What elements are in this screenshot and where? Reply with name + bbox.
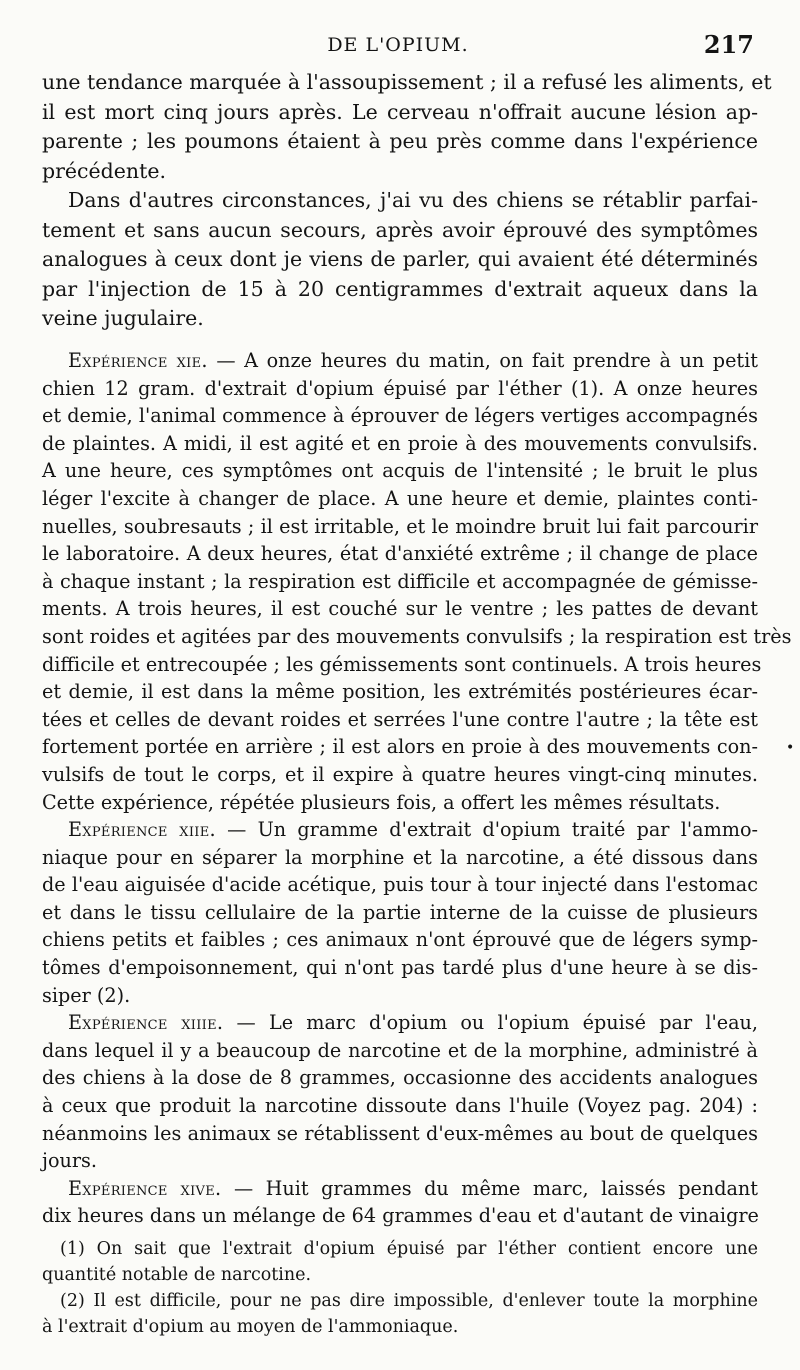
text-line: tées et celles de devant roides et serrées l'une contre l'autre ; la tête est (42, 707, 758, 731)
text-line: il est mort cinq jours après. Le cerveau n'offrait aucune lésion ap- (42, 99, 758, 124)
experience-12-first-line (42, 816, 758, 844)
text-line: à ceux que produit la narcotine dissoute dans l'huile (Voyez pag. 204) : (42, 1094, 758, 1118)
text-line: chiens petits et faibles ; ces animaux n'ont éprouvé que de légers symp- (42, 928, 758, 952)
main-text-large (42, 68, 772, 334)
text-line: le laboratoire. A deux heures, état d'anxiété extrême ; il change de place (42, 542, 758, 566)
text-line: Dans d'autres circonstances, j'ai vu des chiens se rétablir parfai- (68, 188, 758, 212)
text-line: et dans le tissu cellulaire de la partie interne de la cuisse de plusieurs (42, 900, 758, 924)
text-fragment: — Huit grammes du même marc, laissés pendant (221, 1176, 758, 1200)
text-line: de l'eau aiguisée d'acide acétique, puis tour à tour injecté dans l'estomac (42, 873, 758, 897)
text-line: difficile et entrecoupée ; les gémissements sont continuels. A trois heures (42, 652, 762, 676)
running-head: DE L'OPIUM. (327, 34, 469, 56)
text-line: précédente. (42, 158, 167, 183)
text-line: veine jugulaire. (42, 306, 204, 330)
text-line: des chiens à la dose de 8 grammes, occasionne des accidents analogues (42, 1066, 758, 1090)
text-line: vulsifs de tout le corps, et il expire à quatre heures vingt-cinq minutes. (42, 762, 758, 786)
text-fragment: — Un gramme d'extrait d'opium traité par l'ammo- (215, 818, 758, 842)
text-line: à chaque instant ; la respiration est difficile et accompagnée de gémisse- (42, 569, 758, 593)
text-fragment: — A onze heures du matin, on fait prendre à un petit (207, 349, 758, 372)
text-line: tômes d'empoisonnement, qui n'ont pas tardé plus d'une heure à se dis- (42, 956, 758, 980)
text-line: et demie, il est dans la même position, les extrémités postérieures écar- (42, 680, 758, 704)
text-line: jours. (42, 1149, 97, 1173)
main-text-small (42, 347, 792, 1230)
experience-label: Expérience xiie. (68, 818, 216, 842)
page-number: 217 (703, 30, 754, 59)
text-line: dix heures dans un mélange de 64 grammes d'eau et d'autant de vinaigre (42, 1204, 759, 1228)
experience-label: Expérience xive. (68, 1176, 222, 1200)
text-line: néanmoins les animaux se rétablissent d'eux-mêmes au bout de quelques (42, 1121, 758, 1145)
text-fragment: — Le marc d'opium ou l'opium épuisé par l'eau, (223, 1011, 759, 1035)
text-line: ments. A trois heures, il est couché sur le ventre ; les pattes de devant (42, 597, 758, 621)
text-line: parente ; les poumons étaient à peu près comme dans l'expérience (42, 129, 758, 153)
text-line: siper (2). (42, 983, 131, 1007)
text-line: A une heure, ces symptômes ont acquis de l'intensité ; le bruit le plus (42, 459, 758, 483)
experience-13-first-line (42, 1009, 758, 1037)
text-line: fortement portée en arrière ; il est alors en proie à des mouvements con- (42, 735, 758, 759)
text-line: tement et sans aucun secours, après avoir éprouvé des symptômes (42, 217, 758, 242)
text-line: dans lequel il y a beaucoup de narcotine et de la morphine, administré à (42, 1038, 758, 1062)
text-line: chien 12 gram. d'extrait d'opium épuisé par l'éther (1). A onze heures (42, 376, 758, 400)
text-line: Cette expérience, répétée plusieurs fois, a offert les mêmes résultats. (42, 790, 721, 814)
text-line: une tendance marquée à l'assoupissement ; il a refusé les aliments, et (42, 70, 772, 94)
footnote-line: quantité notable de narcotine. (42, 1265, 312, 1285)
text-line: sont roides et agitées par des mouvements convulsifs ; la respiration est très (42, 624, 792, 648)
experience-11-first-line (42, 347, 758, 375)
footnote-line: (2) Il est difficile, pour ne pas dire impossible, d'enlever toute la morphine (60, 1291, 758, 1311)
page-header (42, 30, 754, 62)
experience-14-first-line (42, 1175, 758, 1203)
experience-label: Expérience xiiie. (68, 1011, 224, 1035)
margin-dot: • (786, 740, 795, 756)
text-line: de plaintes. A midi, il est agité et en proie à des mouvements convulsifs. (42, 431, 758, 455)
text-line: léger l'excite à changer de place. A une heure et demie, plaintes conti- (42, 486, 758, 510)
footnote-line: à l'extrait d'opium au moyen de l'ammoniaque. (42, 1317, 459, 1337)
text-line: et demie, l'animal commence à éprouver de légers vertiges accompagnés (42, 404, 758, 428)
experience-label: Expérience xie. (68, 349, 208, 372)
text-line: par l'injection de 15 à 20 centigrammes d'extrait aqueux dans la (42, 276, 758, 301)
text-line: niaque pour en séparer la morphine et la narcotine, a été dissous dans (42, 845, 758, 869)
text-line: nuelles, soubresauts ; il est irritable, et le moindre bruit lui fait parcourir (42, 514, 758, 538)
footnote-line: (1) On sait que l'extrait d'opium épuisé par l'éther contient encore une (60, 1239, 758, 1259)
footnotes (42, 1236, 758, 1340)
text-line: analogues à ceux dont je viens de parler, qui avaient été déterminés (42, 247, 758, 271)
